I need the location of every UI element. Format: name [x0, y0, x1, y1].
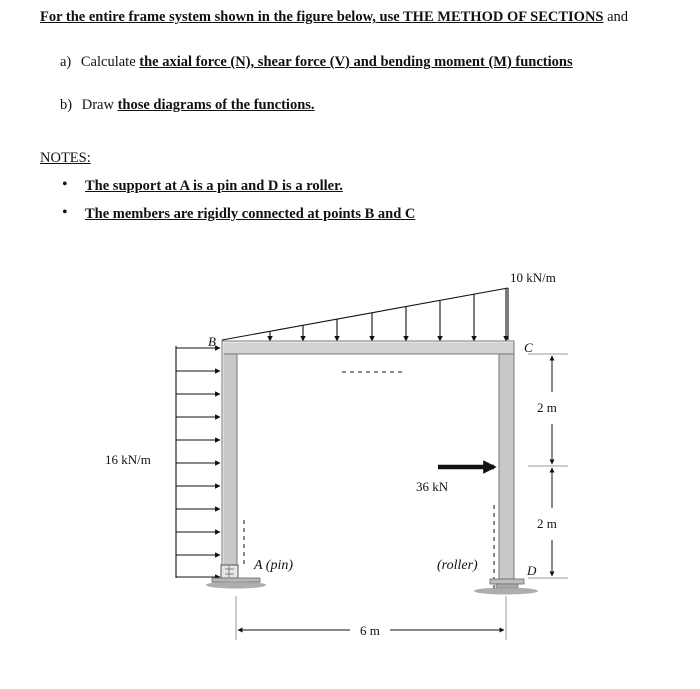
- label-b: B: [208, 334, 216, 349]
- part-b-emphasis: those diagrams of the functions.: [117, 97, 315, 113]
- pin-base-plate: [212, 578, 260, 582]
- point-load-label: 36 kN: [416, 479, 449, 494]
- part-a-prefix: Calculate: [80, 54, 136, 70]
- top-distributed-load: [222, 288, 508, 341]
- dim-upper-label: 2 m: [537, 400, 557, 415]
- bullet-1-icon: •: [62, 176, 68, 193]
- vertical-dimension: [528, 354, 568, 578]
- roller-support-d: [474, 579, 538, 595]
- dim-lower-label: 2 m: [537, 516, 557, 531]
- right-column: [499, 341, 514, 579]
- top-load-envelope: [222, 288, 508, 340]
- roller-ground: [474, 588, 538, 595]
- top-beam: [222, 341, 514, 354]
- notes-title-text: NOTES:: [40, 150, 91, 166]
- label-d: D: [527, 563, 537, 578]
- left-distributed-load: [176, 346, 220, 578]
- pin-block: [221, 565, 238, 578]
- note-item-2-text: The members are rigidly connected at points B and C: [85, 206, 416, 222]
- part-b-prefix: Draw: [81, 97, 114, 113]
- label-a: A (pin): [254, 558, 294, 573]
- frame-members: [222, 341, 514, 579]
- roller-plate: [490, 579, 524, 584]
- part-a-label: a): [60, 54, 72, 70]
- bullet-2-icon: •: [62, 204, 68, 221]
- load-top-label: 10 kN/m: [510, 270, 556, 285]
- intro-tail: and: [607, 9, 629, 25]
- intro-emphasis: For the entire frame system shown in the figure below, use THE METHOD OF SECTIONS: [40, 9, 604, 25]
- label-roller: (roller): [437, 558, 478, 573]
- label-c: C: [524, 340, 533, 355]
- note-item-1-text: The support at A is a pin and D is a roller.: [85, 178, 343, 194]
- figure-labels: [105, 270, 557, 638]
- left-column: [222, 341, 237, 578]
- part-b-label: b): [60, 97, 73, 113]
- load-left-label: 16 kN/m: [105, 452, 151, 467]
- part-a-emphasis: the axial force (N), shear force (V) and bending moment (M) functions: [139, 54, 573, 70]
- pin-ground: [206, 582, 266, 589]
- dim-width-label: 6 m: [360, 623, 380, 638]
- roller-body: [496, 584, 518, 588]
